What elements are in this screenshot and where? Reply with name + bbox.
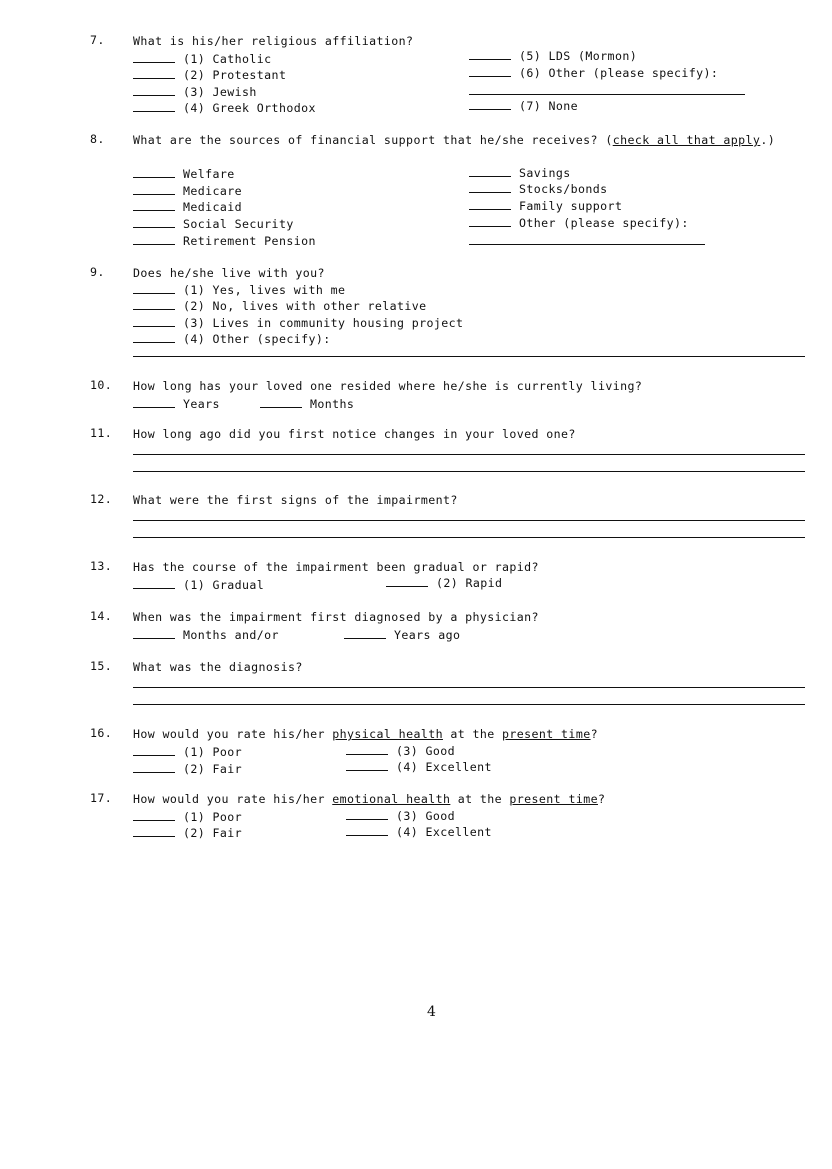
answer-blank[interactable] <box>344 626 386 639</box>
question-number: 12. <box>90 492 113 506</box>
question-text: How long ago did you first notice changes in your loved one? <box>133 427 576 441</box>
answer-blank[interactable] <box>386 574 428 587</box>
option-catholic[interactable]: (1) Catholic <box>133 50 272 66</box>
option-social-security[interactable]: Social Security <box>133 215 294 231</box>
answer-line[interactable] <box>133 520 805 521</box>
answer-blank[interactable] <box>469 47 511 60</box>
answer-blank[interactable] <box>133 198 175 211</box>
answer-blank[interactable] <box>133 297 175 310</box>
question-number: 15. <box>90 659 113 673</box>
question-14 <box>90 609 810 649</box>
question-number: 14. <box>90 609 113 623</box>
answer-blank[interactable] <box>469 164 511 177</box>
option-community-housing[interactable]: (3) Lives in community housing project <box>133 314 463 330</box>
option-excellent[interactable]: (4) Excellent <box>346 758 492 774</box>
answer-blank[interactable] <box>469 214 511 227</box>
answer-blank[interactable] <box>133 330 175 343</box>
question-text: What are the sources of financial support that he/she receives? (check all that apply.) <box>133 133 776 147</box>
question-text: How would you rate his/her emotional health at the present time? <box>133 792 606 806</box>
answer-blank[interactable] <box>133 99 175 112</box>
question-number: 8. <box>90 132 105 146</box>
answer-blank[interactable] <box>133 395 175 408</box>
option-savings[interactable]: Savings <box>469 164 571 180</box>
answer-blank[interactable] <box>133 165 175 178</box>
question-text: Does he/she live with you? <box>133 266 325 280</box>
answer-blank[interactable] <box>133 182 175 195</box>
answer-blank[interactable] <box>260 395 302 408</box>
question-17 <box>90 791 810 847</box>
answer-blank[interactable] <box>346 758 388 771</box>
question-number: 17. <box>90 791 113 805</box>
question-text: What was the diagnosis? <box>133 660 303 674</box>
answer-blank[interactable] <box>469 64 511 77</box>
question-7 <box>90 33 810 123</box>
answer-blank[interactable] <box>346 823 388 836</box>
question-text: How long has your loved one resided where he/she is currently living? <box>133 379 643 393</box>
answer-blank[interactable] <box>133 743 175 756</box>
answer-blank[interactable] <box>133 281 175 294</box>
question-number: 16. <box>90 726 113 740</box>
answer-line[interactable] <box>133 454 805 455</box>
question-number: 9. <box>90 265 105 279</box>
option-excellent[interactable]: (4) Excellent <box>346 823 492 839</box>
question-13 <box>90 559 810 599</box>
months-field[interactable]: Months and/or <box>133 626 279 642</box>
page-number: 4 <box>427 1004 437 1020</box>
question-9 <box>90 265 810 365</box>
question-12 <box>90 492 810 542</box>
question-text: Has the course of the impairment been gradual or rapid? <box>133 560 539 574</box>
answer-blank[interactable] <box>133 215 175 228</box>
answer-blank[interactable] <box>133 83 175 96</box>
option-jewish[interactable]: (3) Jewish <box>133 83 257 99</box>
answer-blank[interactable] <box>133 576 175 589</box>
specify-line[interactable] <box>469 244 705 245</box>
option-fair[interactable]: (2) Fair <box>133 760 242 776</box>
option-poor[interactable]: (1) Poor <box>133 743 242 759</box>
answer-line[interactable] <box>133 687 805 688</box>
question-text: What were the first signs of the impairment? <box>133 493 458 507</box>
answer-blank[interactable] <box>469 197 511 210</box>
question-10 <box>90 378 810 418</box>
question-8 <box>90 132 810 252</box>
option-good[interactable]: (3) Good <box>346 807 455 823</box>
option-gradual[interactable]: (1) Gradual <box>133 576 264 592</box>
option-retirement-pension[interactable]: Retirement Pension <box>133 232 316 248</box>
option-rapid[interactable]: (2) Rapid <box>386 574 502 590</box>
question-15 <box>90 659 810 709</box>
answer-blank[interactable] <box>469 180 511 193</box>
months-field[interactable]: Months <box>260 395 354 411</box>
question-text: When was the impairment first diagnosed by a physician? <box>133 610 539 624</box>
question-11 <box>90 426 810 476</box>
question-number: 13. <box>90 559 113 573</box>
years-field[interactable]: Years <box>133 395 220 411</box>
answer-blank[interactable] <box>346 742 388 755</box>
answer-blank[interactable] <box>133 626 175 639</box>
answer-blank[interactable] <box>133 232 175 245</box>
answer-blank[interactable] <box>133 50 175 63</box>
option-other[interactable]: Other (please specify): <box>469 214 689 230</box>
option-other[interactable]: (6) Other (please specify): <box>469 64 718 80</box>
option-protestant[interactable]: (2) Protestant <box>133 66 286 82</box>
option-lives-with-me[interactable]: (1) Yes, lives with me <box>133 281 345 297</box>
option-none[interactable]: (7) None <box>469 97 578 113</box>
option-medicare[interactable]: Medicare <box>133 182 242 198</box>
answer-blank[interactable] <box>133 824 175 837</box>
answer-blank[interactable] <box>133 314 175 327</box>
option-fair[interactable]: (2) Fair <box>133 824 242 840</box>
option-family-support[interactable]: Family support <box>469 197 622 213</box>
question-text: What is his/her religious affiliation? <box>133 34 414 48</box>
question-number: 7. <box>90 33 105 47</box>
years-field[interactable]: Years ago <box>344 626 460 642</box>
option-good[interactable]: (3) Good <box>346 742 455 758</box>
option-other[interactable]: (4) Other (specify): <box>133 330 331 346</box>
answer-blank[interactable] <box>133 760 175 773</box>
option-other-relative[interactable]: (2) No, lives with other relative <box>133 297 427 313</box>
answer-blank[interactable] <box>469 97 511 110</box>
answer-blank[interactable] <box>346 807 388 820</box>
question-number: 10. <box>90 378 113 392</box>
option-medicaid[interactable]: Medicaid <box>133 198 242 214</box>
answer-blank[interactable] <box>133 808 175 821</box>
specify-line[interactable] <box>133 356 805 357</box>
option-welfare[interactable]: Welfare <box>133 165 235 181</box>
specify-line[interactable] <box>469 94 745 95</box>
answer-line[interactable] <box>133 704 805 705</box>
option-stocks-bonds[interactable]: Stocks/bonds <box>469 180 608 196</box>
answer-blank[interactable] <box>133 66 175 79</box>
answer-line[interactable] <box>133 471 805 472</box>
question-16 <box>90 726 810 782</box>
option-poor[interactable]: (1) Poor <box>133 808 242 824</box>
option-lds[interactable]: (5) LDS (Mormon) <box>469 47 637 63</box>
option-greek-orthodox[interactable]: (4) Greek Orthodox <box>133 99 316 115</box>
answer-line[interactable] <box>133 537 805 538</box>
question-number: 11. <box>90 426 113 440</box>
question-text: How would you rate his/her physical health at the present time? <box>133 727 598 741</box>
